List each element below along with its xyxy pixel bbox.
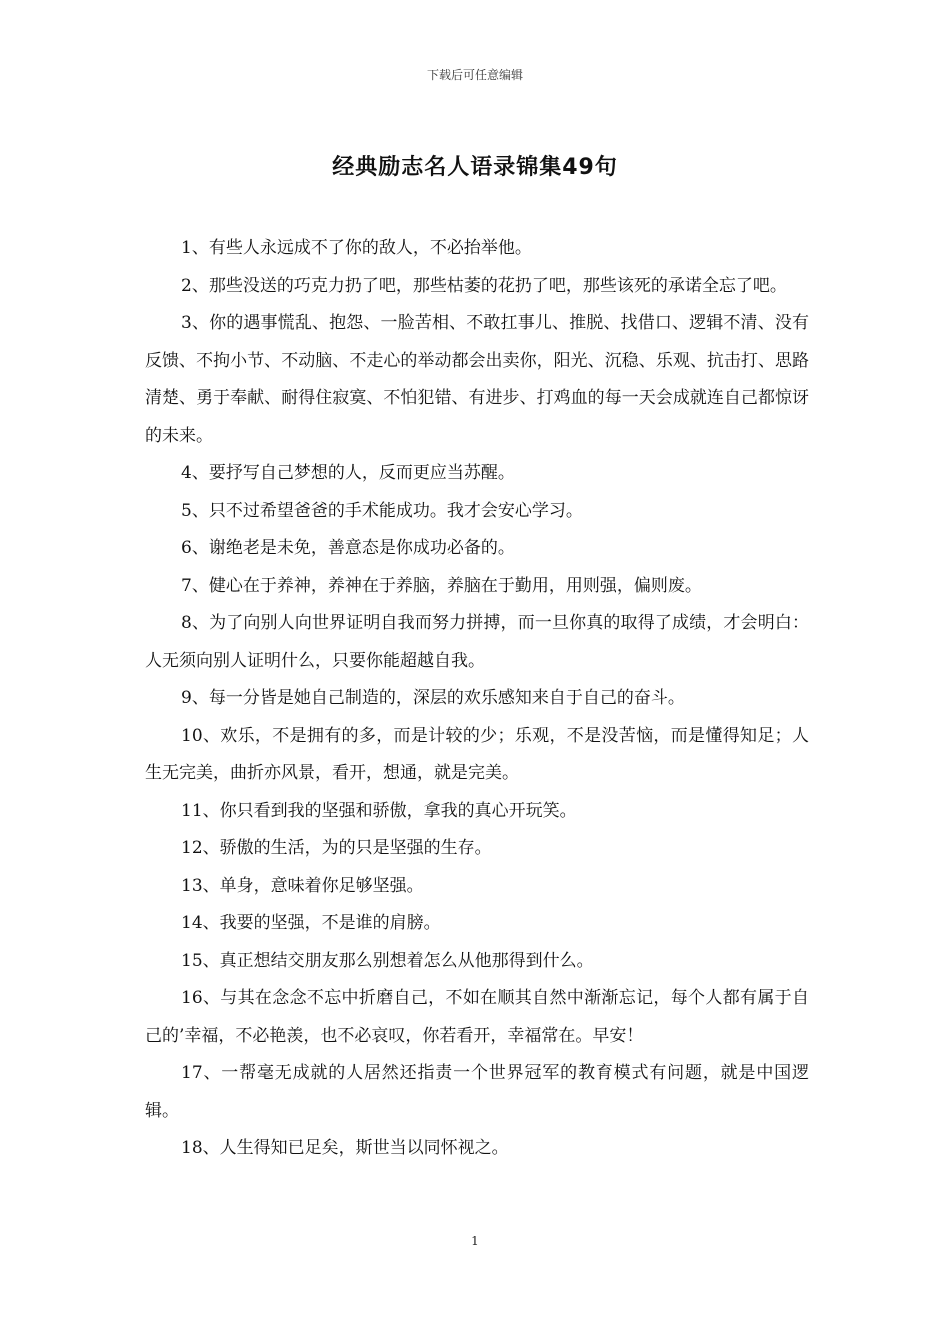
quote-paragraph: 16、与其在念念不忘中折磨自己，不如在顺其自然中渐渐忘记，每个人都有属于自己的’幸福，不必艳羡，也不必哀叹，你若看开，幸福常在。早安！ [145, 988, 809, 1046]
quote-paragraph: 18、人生得知已足矣，斯世当以同怀视之。 [181, 1138, 509, 1158]
quote-paragraph: 5、只不过希望爸爸的手术能成功。我才会安心学习。 [181, 500, 583, 521]
quote-paragraph: 13、单身，意味着你足够坚强。 [181, 875, 424, 896]
header-note: 下载后可任意编辑 [426, 68, 523, 82]
quote-paragraph: 7、健心在于养神，养神在于养脑，养脑在于勤用，用则强，偏则废。 [181, 575, 702, 596]
quote-paragraph: 2、那些没送的巧克力扔了吧，那些枯萎的花扔了吧，那些该死的承诺全忘了吧。 [181, 275, 787, 296]
quote-paragraph: 1、有些人永远成不了你的敌人，不必抬举他。 [181, 238, 532, 258]
quote-paragraph: 12、骄傲的生活，为的只是坚强的生存。 [181, 838, 492, 858]
quote-paragraph: 6、谢绝老是未免，善意态是你成功必备的。 [181, 538, 515, 558]
quote-paragraph: 15、真正想结交朋友那么别想着怎么从他那得到什么。 [181, 950, 594, 971]
quote-paragraph: 4、要抒写自己梦想的人，反而更应当苏醒。 [181, 463, 515, 483]
quote-paragraph: 9、每一分皆是她自己制造的，深层的欢乐感知来自于自己的奋斗。 [181, 688, 685, 708]
quote-paragraph: 17、一帮毫无成就的人居然还指责一个世界冠军的教育模式有问题，就是中国逻辑。 [145, 1063, 809, 1121]
quote-paragraph: 11、你只看到我的坚强和骄傲，拿我的真心开玩笑。 [181, 800, 577, 821]
page-number: 1 [471, 1234, 479, 1248]
document-title: 经典励志名人语录锦集49句 [332, 155, 618, 180]
quote-list [145, 230, 809, 1168]
quote-paragraph: 10、欢乐，不是拥有的多，而是计较的少；乐观，不是没苦恼，而是懂得知足；人生无完美，曲折亦风景，看开，想通，就是完美。 [145, 725, 809, 783]
quote-paragraph: 14、我要的坚强，不是谁的肩膀。 [181, 913, 441, 933]
quote-paragraph: 8、为了向别人向世界证明自我而努力拼搏，而一旦你真的取得了成绩，才会明白：人无须向别人证明什么，只要你能超越自我。 [145, 613, 809, 671]
quote-paragraph: 3、你的遇事慌乱、抱怨、一脸苦相、不敢扛事儿、推脱、找借口、逻辑不清、没有反馈、不拘小节、不动脑、不走心的举动都会出卖你，阳光、沉稳、乐观、抗击打、思路清楚、勇于奉献、耐得住寂寞、不怕犯错、有进步、打鸡血的每一天会成就连自己都惊讶的未来。 [145, 313, 809, 446]
